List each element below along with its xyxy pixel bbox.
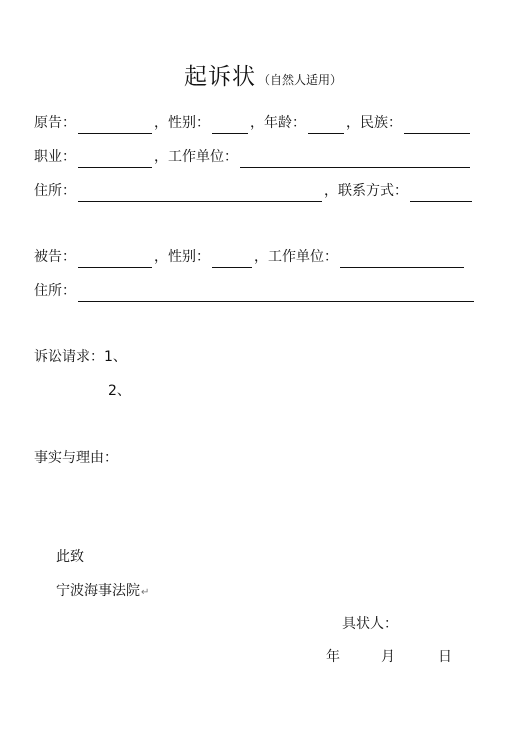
claim-item-2: 2、 [108,383,131,399]
defendant-employer-blank[interactable] [340,251,464,268]
plaintiff-age-label: ，年龄： [250,115,306,131]
document-title [0,58,526,91]
date-day-label: 日 [438,649,452,665]
plaintiff-address-label: 住所： [34,183,76,199]
signer-label: 具状人： [342,616,398,632]
defendant-address-blank[interactable] [78,285,474,302]
plaintiff-address-blank[interactable] [78,185,322,202]
plaintiff-row-address [34,180,474,202]
defendant-name-label: 被告： [34,249,76,265]
defendant-row-basic [34,246,466,268]
plaintiff-gender-blank[interactable] [212,117,248,134]
defendant-address-label: 住所： [34,283,76,299]
plaintiff-name-label: 原告： [34,115,76,131]
plaintiff-age-blank[interactable] [308,117,344,134]
title-subtitle: （自然人适用） [257,73,342,87]
facts-label: 事实与理由： [34,450,118,466]
plaintiff-occupation-blank[interactable] [78,151,152,168]
plaintiff-name-blank[interactable] [78,117,152,134]
plaintiff-contact-label: ，联系方式： [324,183,408,199]
court-line [56,580,149,604]
plaintiff-contact-blank[interactable] [410,185,472,202]
claim-item-1: 1、 [104,349,127,365]
plaintiff-ethnicity-label: ，民族： [346,115,402,131]
defendant-row-address [34,280,476,302]
plaintiff-occupation-label: 职业： [34,149,76,165]
claims-row [34,346,127,368]
paragraph-return-icon: ↵ [141,587,150,598]
date-month-label: 月 [381,649,395,665]
defendant-employer-label: ，工作单位： [254,249,338,265]
defendant-name-blank[interactable] [78,251,152,268]
plaintiff-ethnicity-blank[interactable] [404,117,470,134]
defendant-gender-blank[interactable] [212,251,252,268]
plaintiff-row-basic [34,112,472,134]
court-name: 宁波海事法院 [56,583,140,599]
plaintiff-row-work [34,146,472,168]
plaintiff-gender-label: ，性别： [154,115,210,131]
title-main: 起诉状 [183,64,256,90]
plaintiff-employer-blank[interactable] [240,151,470,168]
salutation-text: 此致 [56,549,84,565]
date-year-label: 年 [326,649,340,665]
claims-label: 诉讼请求： [34,349,104,365]
plaintiff-employer-label: ，工作单位： [154,149,238,165]
defendant-gender-label: ，性别： [154,249,210,265]
